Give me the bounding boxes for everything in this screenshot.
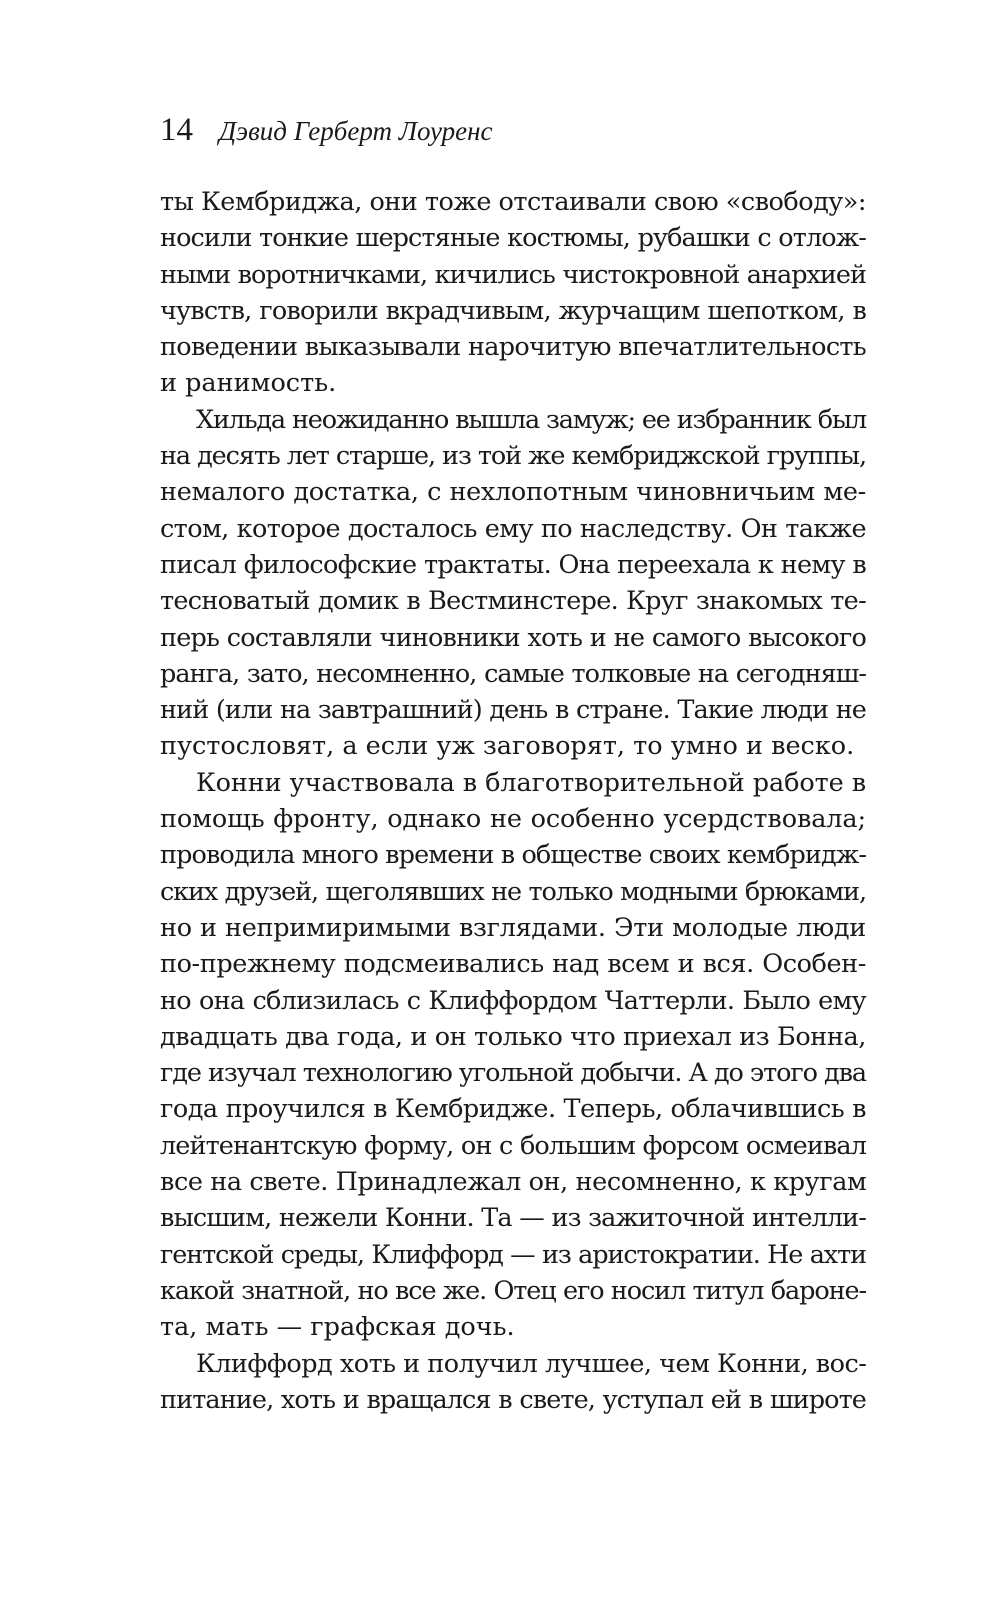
text-line: и ранимость. <box>160 368 337 399</box>
text-line: какой знатной, но все же. Отец его носил титул бароне- <box>160 1275 866 1306</box>
text-line: ний (или на завтрашний) день в стране. Такие люди не <box>160 695 866 726</box>
text-line: носили тонкие шерстяные костюмы, рубашки с отлож- <box>160 223 866 254</box>
text-line: двадцать два года, и он только что приехал из Бонна, <box>160 1021 866 1052</box>
text-line: перь составляли чиновники хоть и не самого высокого <box>160 622 866 653</box>
text-line: Конни участвовала в благотворительной работе в <box>196 767 866 798</box>
text-line: ты Кембриджа, они тоже отстаивали свою «свободу»: <box>160 187 866 217</box>
text-line: чувств, говорили вкрадчивым, журчащим шепотком, в <box>160 295 866 326</box>
text-line: немалого достатка, с нехлопотным чиновничьим ме- <box>160 477 866 508</box>
text-line: помощь фронту, однако не особенно усердствовала; <box>160 804 866 835</box>
body-text <box>160 184 866 1418</box>
text-line: пустословят, а если уж заговорят, то умно и веско. <box>160 731 855 762</box>
text-line: стом, которое досталось ему по наследству. Он также <box>160 513 866 544</box>
text-line: но она сблизилась с Клиффордом Чаттерли. Было ему <box>160 985 866 1016</box>
text-line: ранга, зато, несомненно, самые толковые на сегодняш- <box>160 658 866 689</box>
text-line: ными воротничками, кичились чистокровной анархией <box>160 259 866 290</box>
text-line: Хильда неожиданно вышла замуж; ее избранник был <box>196 404 866 435</box>
text-line: все на свете. Принадлежал он, несомненно, к кругам <box>160 1167 867 1198</box>
text-line: поведении выказывали нарочитую впечатлительность <box>160 332 866 363</box>
text-line: по-прежнему подсмеивались над всем и вся. Особен- <box>160 949 866 980</box>
text-line: та, мать — графская дочь. <box>160 1312 515 1343</box>
running-head <box>160 112 492 152</box>
paragraph <box>160 1346 866 1419</box>
text-line: гентской среды, Клиффорд — из аристократии. Не ахти <box>160 1239 866 1270</box>
running-title: Дэвид Герберт Лоуренс <box>219 116 493 146</box>
paragraph <box>160 402 866 765</box>
text-line: года проучился в Кембридже. Теперь, облачившись в <box>160 1094 866 1125</box>
text-line: на десять лет старше, из той же кембриджской группы, <box>160 441 866 472</box>
text-line: писал философские трактаты. Она переехала к нему в <box>160 549 866 580</box>
text-line: проводила много времени в обществе своих кембридж- <box>160 840 867 871</box>
text-line: но и непримиримыми взглядами. Эти молодые люди <box>160 912 866 943</box>
text-line: питание, хоть и вращался в свете, уступал ей в широте <box>160 1384 866 1415</box>
text-line: ских друзей, щеголявших не только модными брюками, <box>160 876 866 907</box>
text-line: Клиффорд хоть и получил лучшее, чем Конни, вос- <box>196 1348 867 1379</box>
paragraph <box>160 765 866 1346</box>
text-line: высшим, нежели Конни. Та — из зажиточной интелли- <box>160 1203 866 1234</box>
text-line: тесноватый домик в Вестминстере. Круг знакомых те- <box>160 586 866 617</box>
paragraph <box>160 184 866 402</box>
text-line: лейтенантскую форму, он с большим форсом осмеивал <box>160 1130 866 1161</box>
page-number: 14 <box>160 112 193 148</box>
text-line: где изучал технологию угольной добычи. А до этого два <box>160 1058 866 1089</box>
